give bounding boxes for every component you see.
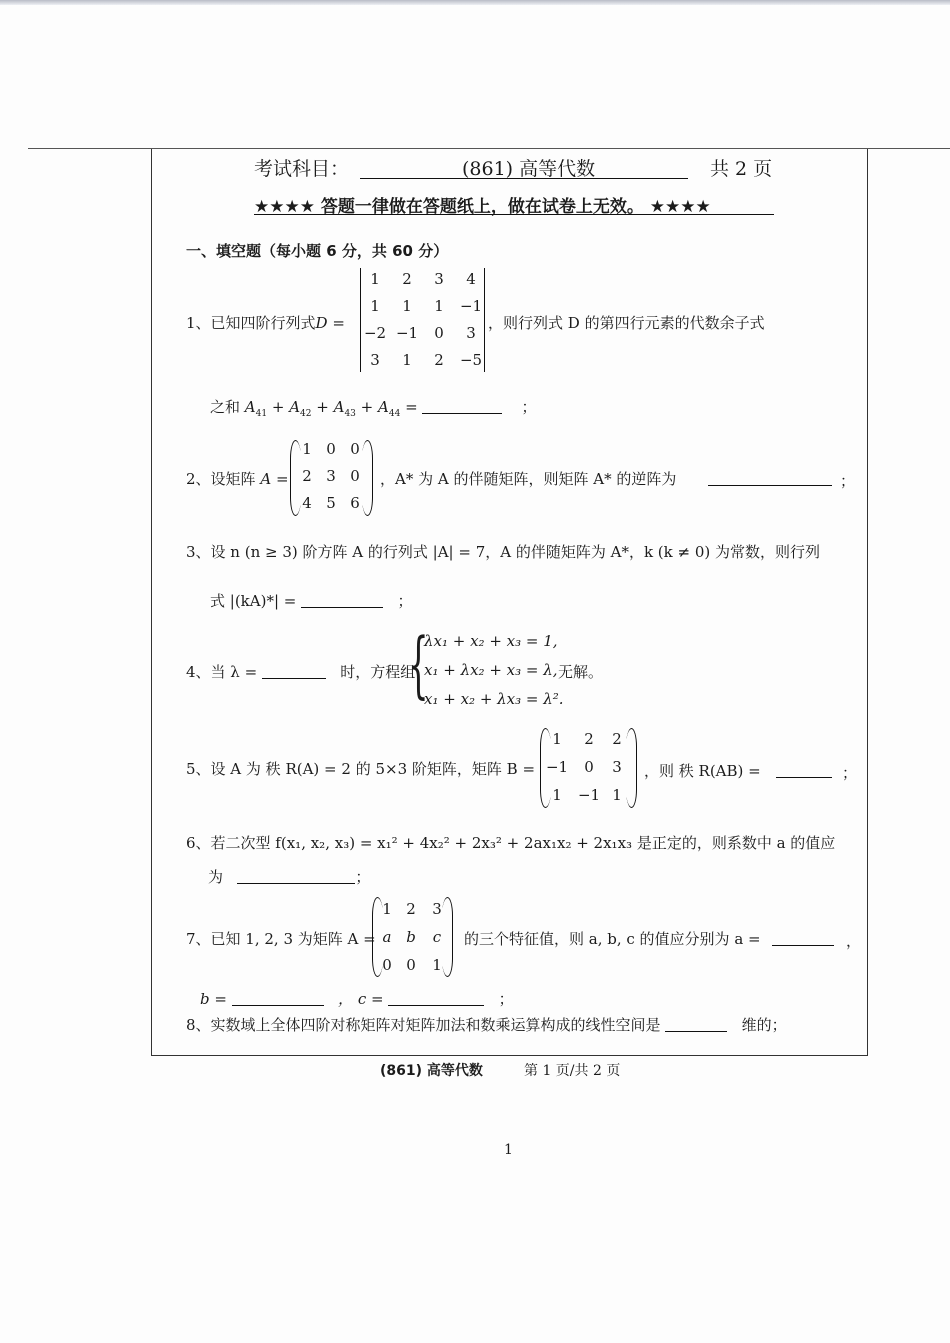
q5-cell: 1 — [612, 786, 622, 804]
subject-label: 考试科目： — [254, 158, 350, 180]
q2-tail: ，A* 为 A 的伴随矩阵，则矩阵 A* 的逆阵为 — [380, 470, 677, 488]
q1-matrix — [362, 270, 484, 370]
q1-cell: −5 — [459, 351, 483, 369]
q1-cell: 4 — [466, 270, 476, 288]
q1-det-right-bar — [484, 268, 485, 372]
subject-value: (861) 高等代数 — [462, 158, 596, 180]
q7-cell: b — [406, 928, 416, 946]
q6-answer-blank[interactable] — [237, 882, 355, 884]
pages-total: 共 2 页 — [710, 158, 773, 180]
q7-cell: 1 — [382, 900, 392, 918]
q2-end: ； — [840, 472, 856, 490]
frame-bottom — [151, 1055, 868, 1056]
q1-cell: 1 — [402, 351, 412, 369]
q1-cell: 2 — [402, 270, 412, 288]
q1-cell: 1 — [402, 297, 412, 315]
q5-cell: 2 — [612, 730, 622, 748]
q1-answer-blank[interactable] — [422, 412, 502, 414]
q1-cell: 3 — [466, 324, 476, 342]
q5-matrix — [544, 730, 634, 806]
q1-cell: 0 — [434, 324, 444, 342]
q7-cell: 2 — [406, 900, 416, 918]
scan-edge — [0, 0, 950, 5]
q1-det-left-bar — [360, 268, 361, 372]
q5-cell: 1 — [552, 730, 562, 748]
q7-c-blank[interactable] — [388, 1004, 484, 1006]
q8-answer-blank[interactable] — [665, 1030, 727, 1032]
section-title: 一、填空题（每小题 6 分，共 60 分） — [186, 242, 449, 260]
q3-answer-blank[interactable] — [301, 606, 383, 608]
q1-cell: 1 — [370, 297, 380, 315]
frame-right — [867, 149, 868, 1055]
footer-subject: (861) 高等代数 — [380, 1063, 483, 1079]
q1-line2: 之和 $A_{41} + A_{42} + A_{43} + A_{44}$ = ； — [210, 398, 537, 419]
q7-cell: 1 — [432, 956, 442, 974]
q7-lead: 7、已知 1, 2, 3 为矩阵 A = — [186, 930, 376, 948]
q2-cell: 2 — [302, 467, 312, 485]
q7-cell: 3 — [432, 900, 442, 918]
q1-lead: 1、已知四阶行列式D = — [186, 314, 345, 332]
q3-line2: 式 |(kA)*| = ； — [210, 592, 413, 610]
q1-cell: 1 — [370, 270, 380, 288]
subject-underline — [360, 178, 688, 179]
q5-cell: 2 — [584, 730, 594, 748]
footer-page-info: 第 1 页/共 2 页 — [524, 1063, 621, 1079]
q1-cell: −1 — [395, 324, 419, 342]
q4-eq1: λx₁ + x₂ + x₃ = 1, — [424, 632, 558, 650]
q4-answer-blank[interactable] — [262, 677, 326, 679]
q2-cell: 0 — [350, 467, 360, 485]
q4-brace: { — [408, 622, 429, 706]
frame-left — [151, 149, 152, 1055]
q2-cell: 3 — [326, 467, 336, 485]
q5-cell: −1 — [545, 758, 569, 776]
q1-cell: 2 — [434, 351, 444, 369]
q7-a-blank[interactable] — [772, 944, 834, 946]
q2-cell: 0 — [350, 440, 360, 458]
q1-tail: ，则行列式 D 的第四行元素的代数余子式 — [488, 314, 765, 332]
q5-cell: −1 — [577, 786, 601, 804]
q1-cell: −2 — [363, 324, 387, 342]
q7-end: ， — [846, 932, 862, 950]
q2-cell: 0 — [326, 440, 336, 458]
q1-cell: 3 — [434, 270, 444, 288]
notice-underline — [254, 214, 774, 215]
q2-cell: 6 — [350, 494, 360, 512]
q2-cell: 1 — [302, 440, 312, 458]
q7-cell: c — [432, 928, 442, 946]
page-number: 1 — [504, 1142, 513, 1158]
q5-cell: 1 — [552, 786, 562, 804]
q6-line2: 为 ； — [208, 868, 371, 886]
q5-answer-blank[interactable] — [776, 776, 832, 778]
q8-line: 8、实数域上全体四阶对称矩阵对矩阵加法和数乘运算构成的线性空间是 维的； — [186, 1016, 787, 1034]
q2-answer-blank[interactable] — [708, 484, 832, 486]
q7-cell: 0 — [406, 956, 416, 974]
q7-line2: b = ， c = ； — [200, 990, 514, 1008]
q7-tail: 的三个特征值，则 a, b, c 的值应分别为 a = — [464, 930, 761, 948]
q5-end: ； — [842, 764, 858, 782]
q7-b-blank[interactable] — [232, 1004, 324, 1006]
q4-tail: 无解。 — [558, 663, 604, 681]
q7-cell: 0 — [382, 956, 392, 974]
q1-cell: −1 — [459, 297, 483, 315]
q7-cell: a — [382, 928, 392, 946]
q6-line1: 6、若二次型 f(x₁, x₂, x₃) = x₁² + 4x₂² + 2x₃² + 2ax₁x₂ + 2x₁x₃ 是正定的，则系数中 a 的值应 — [186, 834, 836, 852]
q1-cell: 1 — [434, 297, 444, 315]
notice: ★★★★ 答题一律做在答题纸上，做在试卷上无效。 ★★★★ — [254, 197, 711, 217]
q4-eq3: x₁ + x₂ + λx₃ = λ². — [424, 690, 564, 708]
q2-cell: 4 — [302, 494, 312, 512]
q4-eq2: x₁ + λx₂ + x₃ = λ, — [424, 661, 558, 679]
q3-line1: 3、设 n (n ≥ 3) 阶方阵 A 的行列式 |A| = 7，A 的伴随矩阵为 A*，k (k ≠ 0) 为常数，则行列 — [186, 543, 821, 561]
q2-matrix — [294, 440, 368, 514]
q5-tail: ，则 秩 R(AB) = — [644, 762, 761, 780]
q7-matrix — [374, 900, 452, 976]
q1-cell: 3 — [370, 351, 380, 369]
q5-cell: 3 — [612, 758, 622, 776]
top-rule — [28, 148, 950, 149]
q5-cell: 0 — [584, 758, 594, 776]
q2-lead: 2、设矩阵 A = — [186, 470, 289, 488]
q5-lead: 5、设 A 为 秩 R(A) = 2 的 5×3 阶矩阵，矩阵 B = — [186, 760, 536, 778]
q2-cell: 5 — [326, 494, 336, 512]
q4-lead: 4、当 λ = 时，方程组 — [186, 663, 416, 681]
